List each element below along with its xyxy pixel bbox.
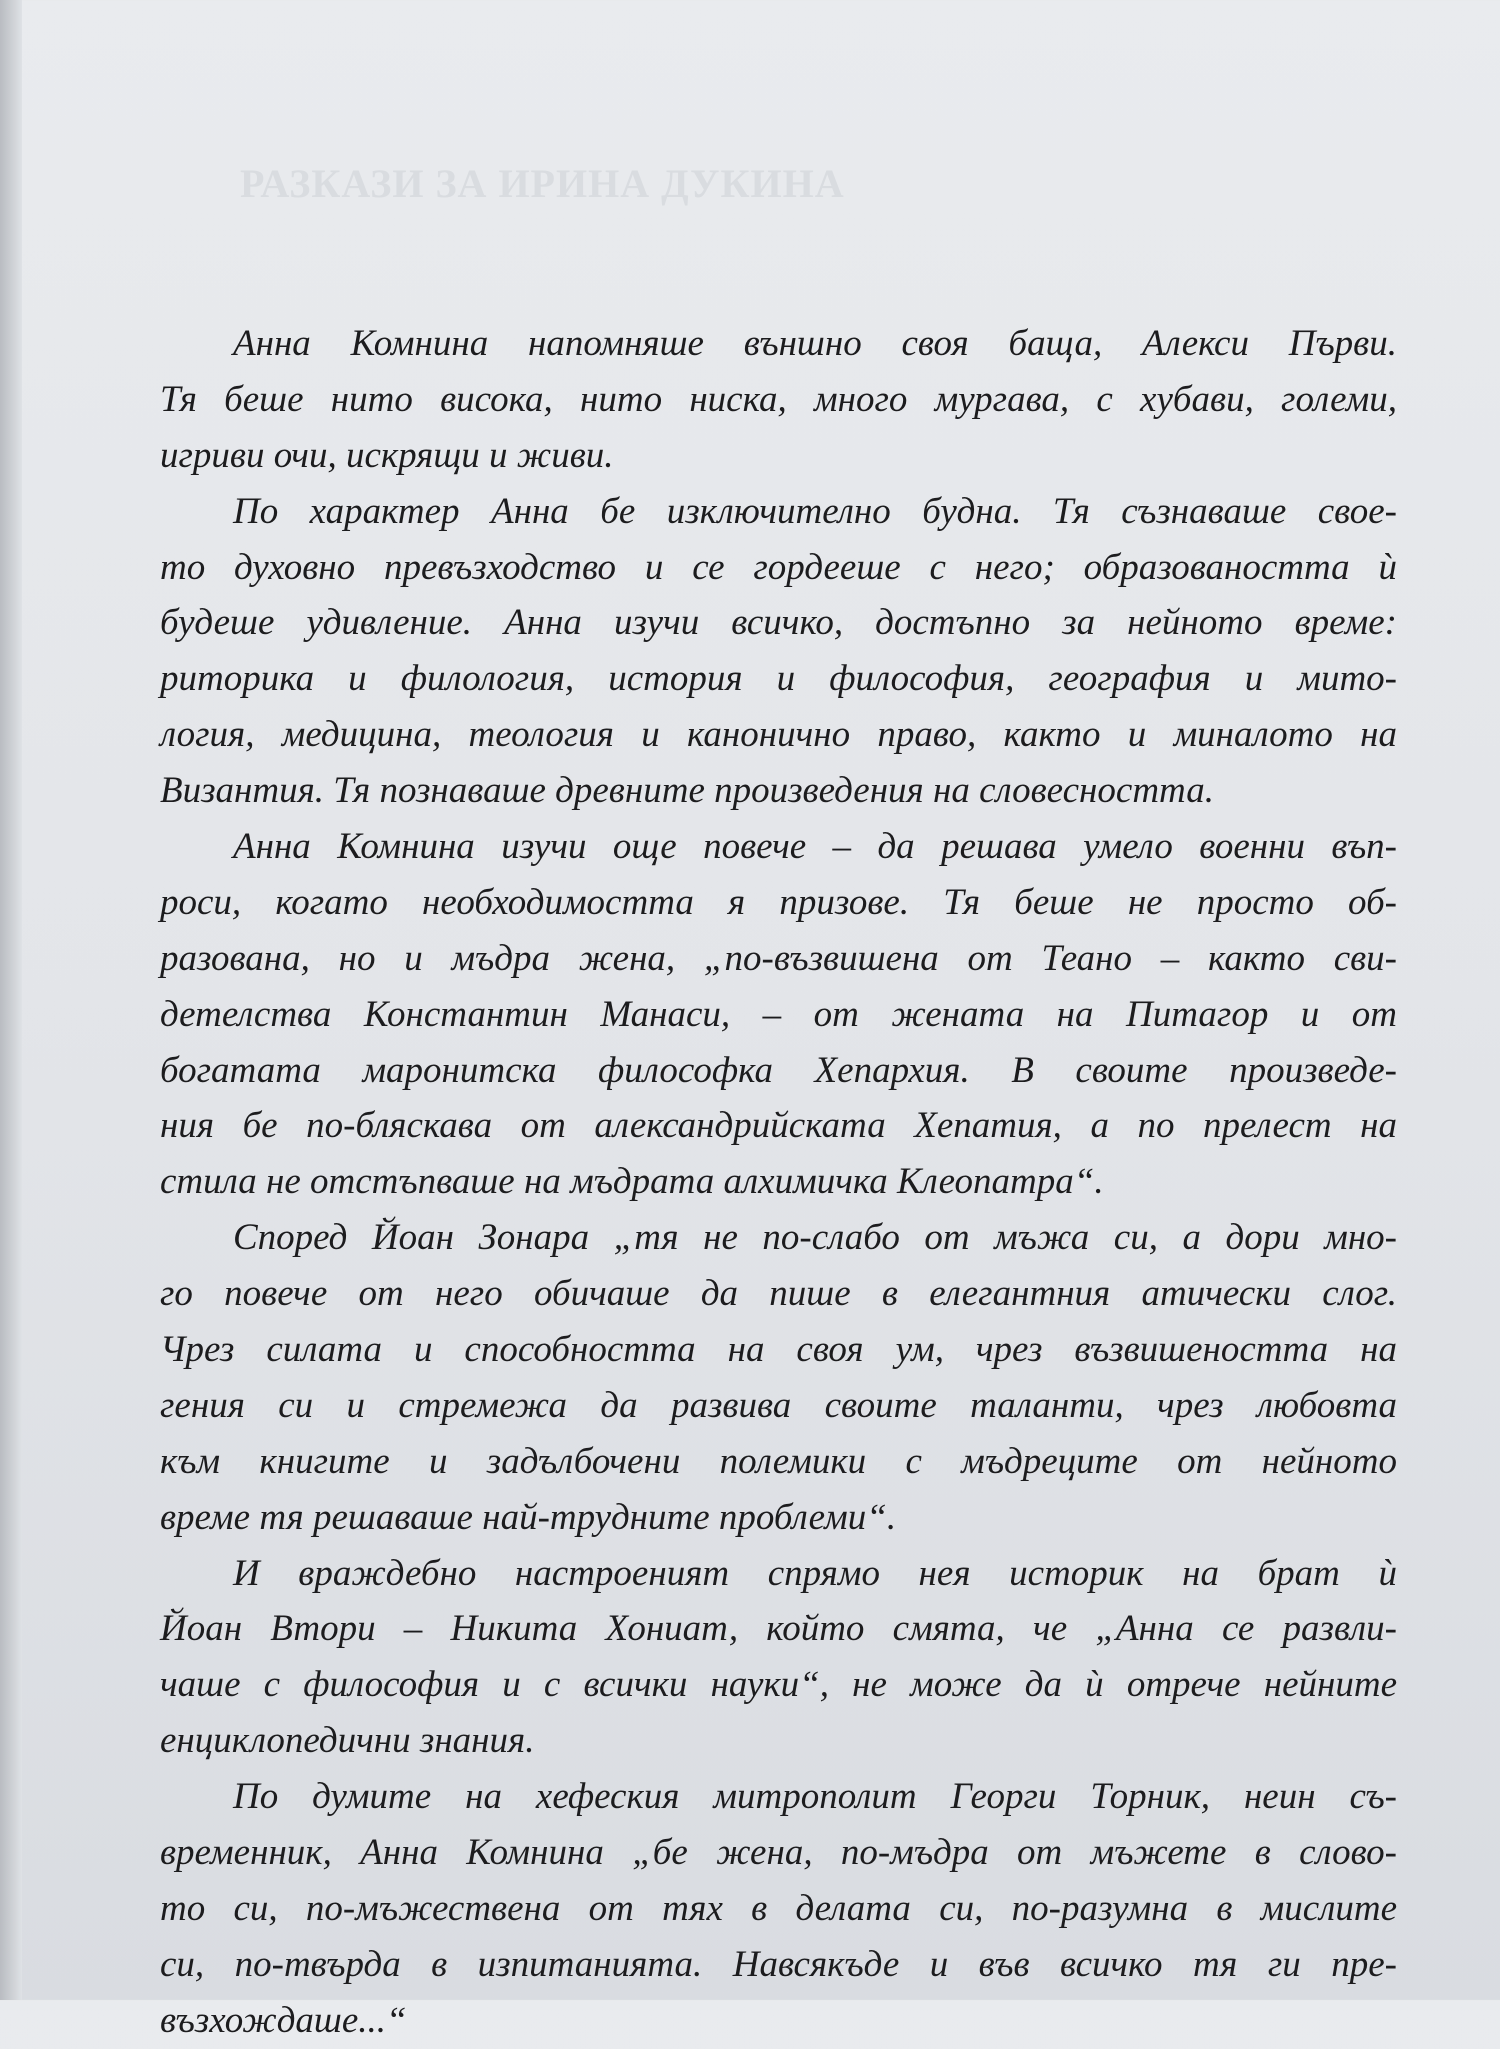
text-line: будеше удивление. Анна изучи всичко, достъпно за нейното време: (160, 602, 1397, 644)
text-line: риторика и филология, история и философия, география и мито- (160, 658, 1397, 700)
text-line: По характер Анна бе изключително будна. Тя съзнаваше свое- (233, 490, 1397, 532)
text-line: временник, Анна Комнина „бе жена, по-мъдра от мъжете в слово- (160, 1832, 1397, 1874)
text-line: към книгите и задълбочени полемики с мъдреците от нейното (160, 1440, 1397, 1482)
text-line: игриви очи, искрящи и живи. (160, 434, 614, 476)
text-line: детелства Константин Манаси, – от жената на Питагор и от (160, 993, 1397, 1035)
page-body-text (160, 316, 1397, 2049)
text-line: разована, но и мъдра жена, „по-възвишена от Теано – както сви- (160, 937, 1397, 979)
text-line: богатата маронитска философка Хепархия. В своите произведе- (160, 1049, 1397, 1091)
text-line: чаше с философия и с всички науки“, не може да ѝ отрече нейните (160, 1664, 1397, 1706)
text-line: И враждебно настроеният спрямо нея историк на брат ѝ (233, 1552, 1397, 1594)
text-line: роси, когато необходимостта я призове. Тя беше не просто об- (160, 881, 1397, 923)
text-line: то си, по-мъжествена от тях в делата си, по-разумна в мислите (160, 1887, 1397, 1929)
text-line: Анна Комнина изучи още повече – да решава умело военни въп- (233, 826, 1397, 868)
text-line: си, по-твърда в изпитанията. Навсякъде и във всичко тя ги пре- (160, 1943, 1397, 1985)
text-line: го повече от него обичаше да пише в елегантния атически слог. (160, 1273, 1397, 1315)
text-line: логия, медицина, теология и канонично право, както и миналото на (160, 714, 1397, 756)
show-through-running-head: РАЗКАЗИ ЗА ИРИНА ДУКИНА (240, 161, 845, 206)
text-line: По думите на хефеския митрополит Георги Торник, неин съ- (233, 1776, 1397, 1818)
text-line: ния бе по-бляскава от александрийската Хепатия, а по прелест на (160, 1105, 1397, 1147)
text-line: Йоан Втори – Никита Хониат, който смята, че „Анна се развли- (160, 1608, 1397, 1650)
text-line: Според Йоан Зонара „тя не по-слабо от мъжа си, а дори мно- (233, 1217, 1397, 1259)
text-line: възхождаше...“ (160, 1999, 407, 2041)
text-line: то духовно превъзходство и се гордееше с него; образоваността ѝ (160, 546, 1397, 588)
text-line: Византия. Тя познаваше древните произведения на словесността. (160, 770, 1214, 812)
text-line: Анна Комнина напомняше външно своя баща, Алекси Първи. (233, 323, 1397, 364)
text-line: енциклопедични знания. (160, 1720, 535, 1762)
text-line: гения си и стремежа да развива своите таланти, чрез любовта (160, 1384, 1397, 1426)
page-gutter-edge (0, 0, 22, 2000)
text-line: Чрез силата и способността на своя ум, чрез възвишеността на (160, 1329, 1397, 1371)
text-line: стила не отстъпваше на мъдрата алхимичка Клеопатра“. (160, 1161, 1104, 1203)
text-line: време тя решаваше най-трудните проблеми“. (160, 1496, 897, 1538)
text-line: Тя беше нито висока, нито ниска, много мургава, с хубави, големи, (160, 378, 1397, 420)
